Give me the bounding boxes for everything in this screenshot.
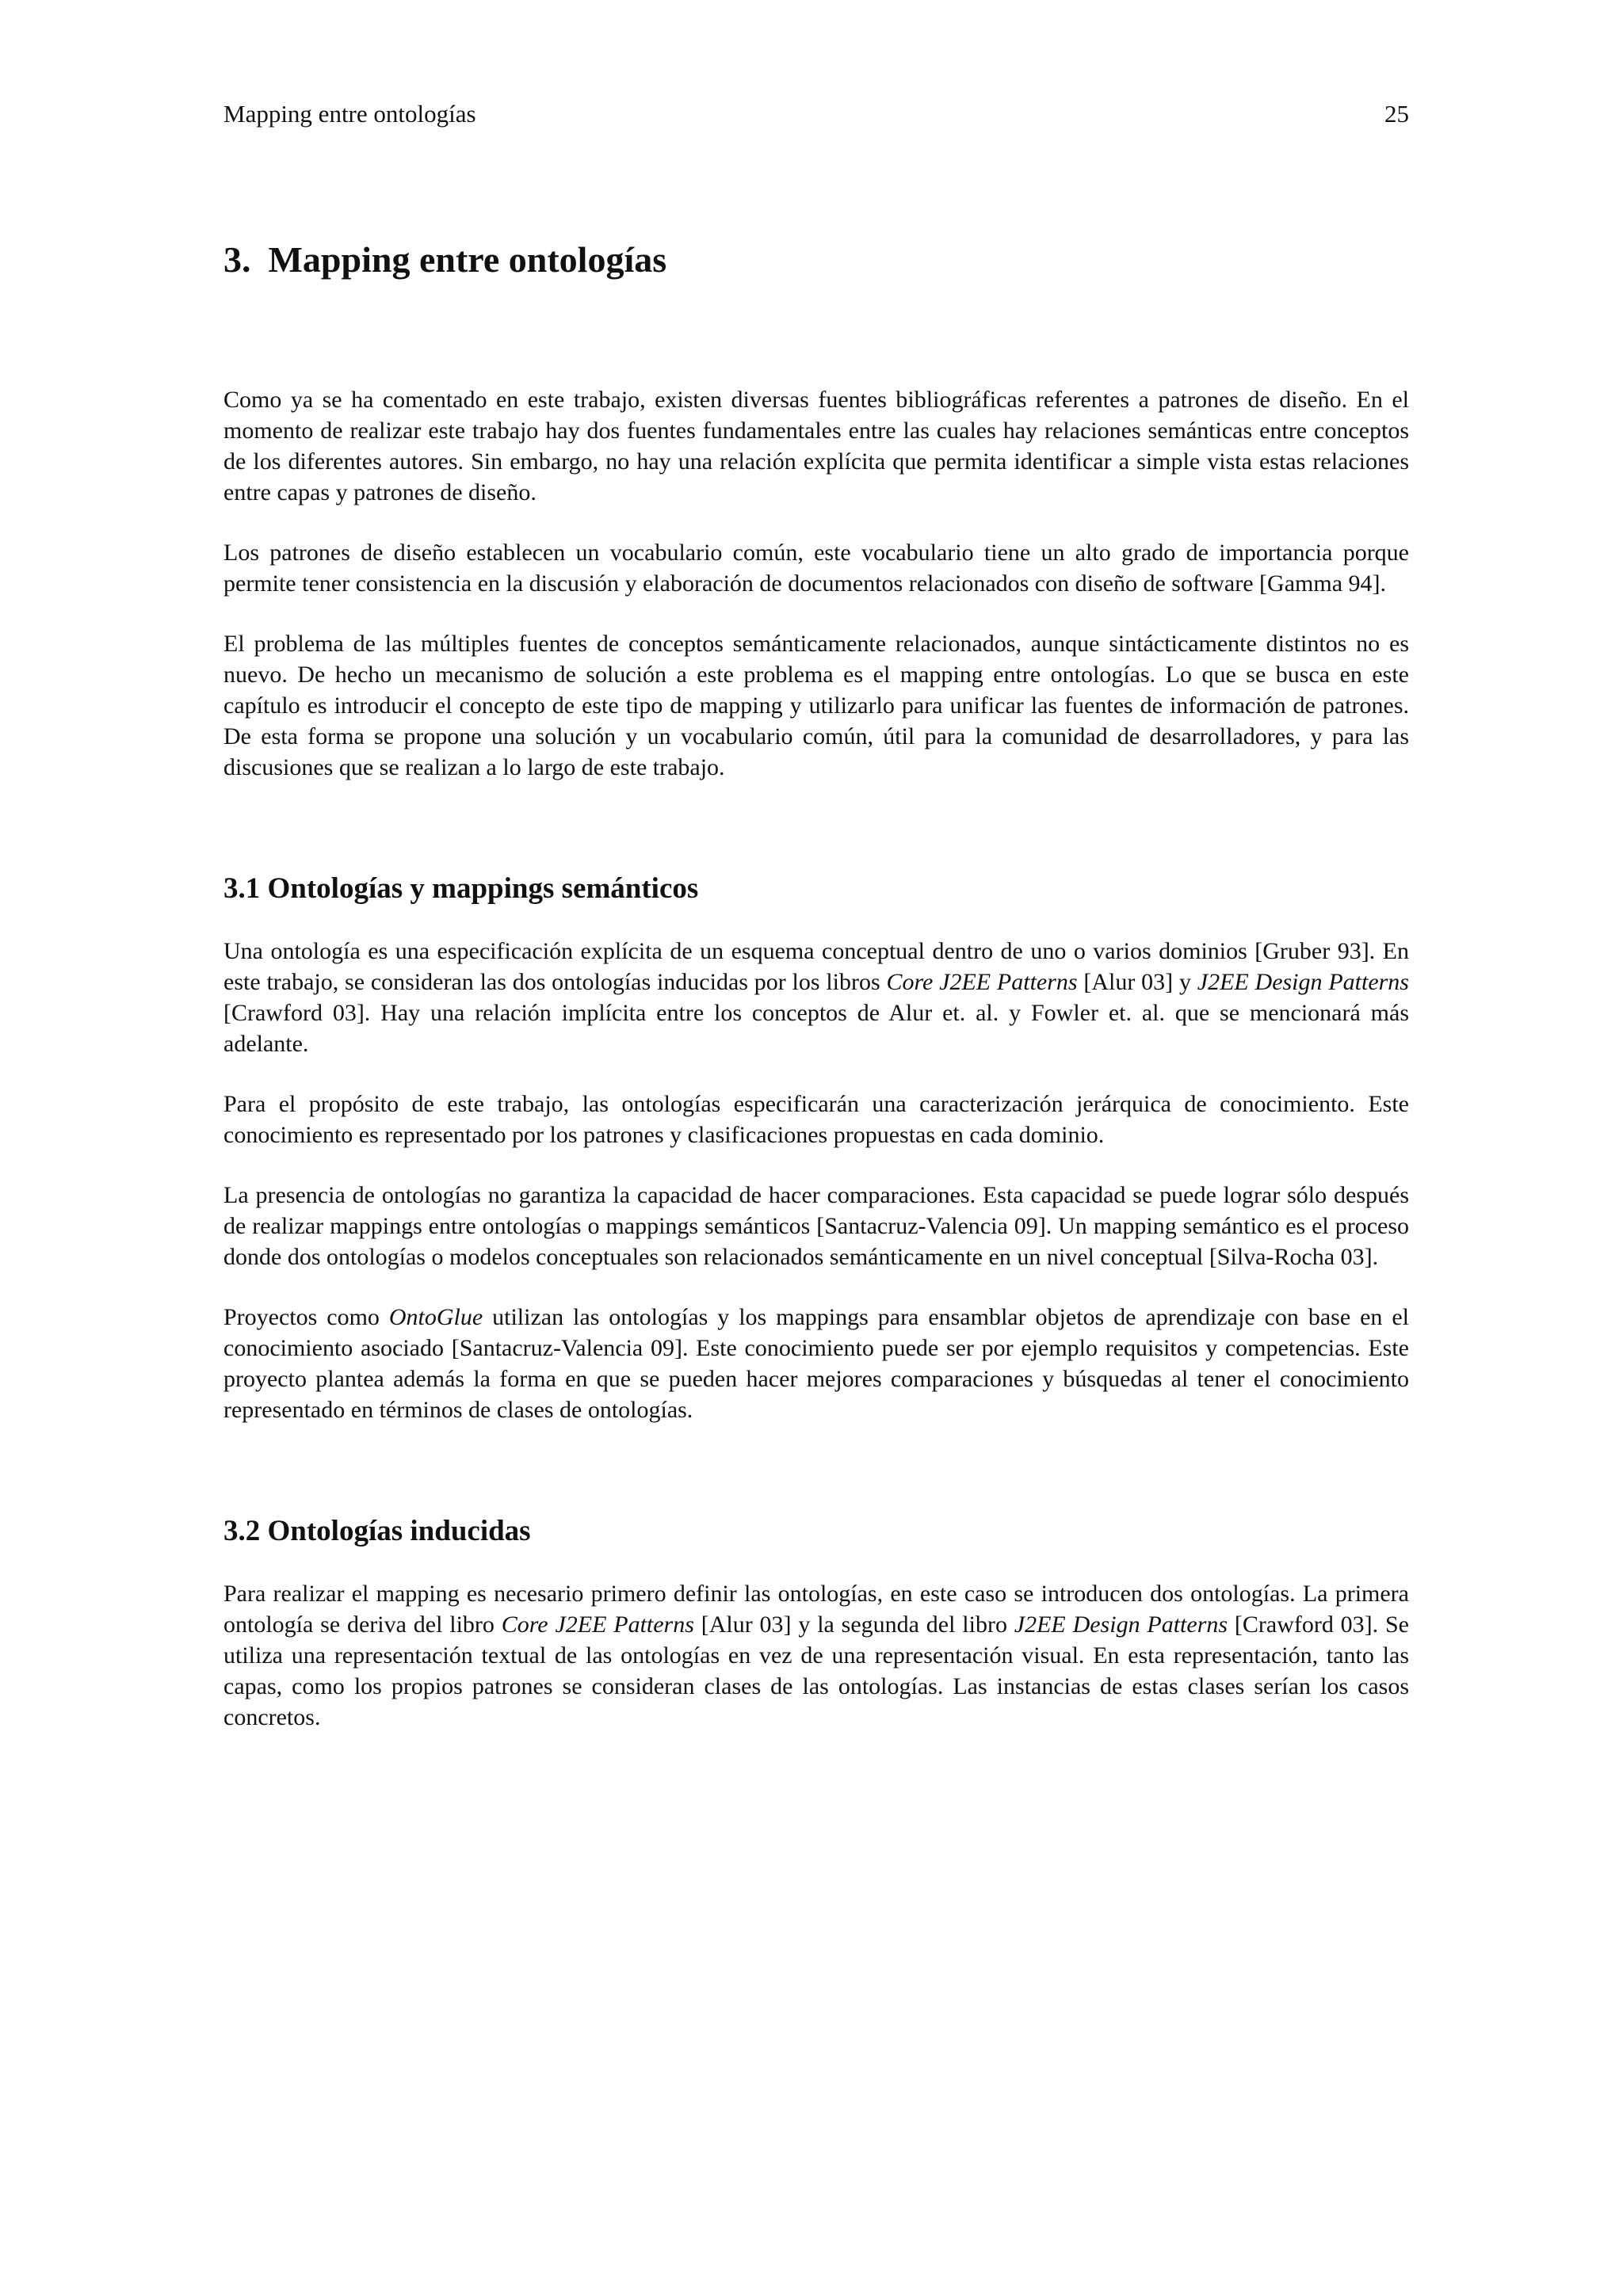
page-header [223, 97, 1409, 132]
section-title-3-2: 3.2 Ontologías inducidas [223, 1515, 531, 1547]
book-title: J2EE Design Patterns [1014, 1611, 1228, 1638]
text-span: [Crawford 03]. Hay una relación implícita entre los conceptos de Alur et. al. y Fowler et. al. que se mencionará más adelante. [223, 1000, 1409, 1057]
book-title: Core J2EE Patterns [501, 1611, 694, 1638]
text-span: utilizan las ontologías y los mappings para ensamblar objetos de aprendizaje con base en el conocimiento asociado [Santacruz-Valencia 09]. Este conocimiento puede ser por ejemplo requisitos y competencias. Este proyecto plantea además la forma en que se pueden hacer mejores comparaciones y búsquedas al tener el conocimiento representado en términos de clases de ontologías. [223, 1304, 1409, 1423]
text-span: Proyectos como [223, 1304, 389, 1330]
text-span: [Alur 03] y [1077, 969, 1197, 995]
text-span: [Alur 03] y la segunda del libro [693, 1611, 1014, 1638]
paragraph [223, 936, 1409, 1059]
text-span: [Crawford 03]. Se utiliza una representación textual de las ontologías en vez de una representación visual. En esta representación, tanto las capas, como los propios patrones se consideran clases de las ontologías. Las instancias de estas clases serían los casos concretos. [223, 1611, 1409, 1730]
paragraph [223, 1578, 1409, 1733]
paragraph: Como ya se ha comentado en este trabajo, existen diversas fuentes bibliográficas referentes a patrones de diseño. En el momento de realizar este trabajo hay dos fuentes fundamentales entre las cuales hay relaciones semánticas entre conceptos de los diferentes autores. Sin embargo, no hay una relación explícita que permita identificar a simple vista estas relaciones entre capas y patrones de diseño. [223, 387, 1409, 505]
paragraph: Los patrones de diseño establecen un vocabulario común, este vocabulario tiene un alto grado de importancia porque permite tener consistencia en la discusión y elaboración de documentos relacionados con diseño de software [Gamma 94]. [223, 540, 1409, 597]
project-name: OntoGlue [388, 1304, 483, 1330]
section-title-3-1: 3.1 Ontologías y mappings semánticos [223, 872, 699, 905]
book-title: J2EE Design Patterns [1197, 969, 1409, 995]
chapter-title [223, 236, 1409, 284]
running-title: Mapping entre ontologías [223, 100, 476, 128]
page-number: 25 [1384, 100, 1409, 128]
page-content [223, 236, 1409, 1733]
paragraph: Para el propósito de este trabajo, las ontologías especificarán una caracterización jerárquica de conocimiento. Este conocimiento es representado por los patrones y clasificaciones propuestas en cada dominio. [223, 1091, 1409, 1148]
text-span: Una ontología es una especificación explícita de un esquema conceptual dentro de uno o varios dominios [Gruber 93]. En este trabajo, se consideran las dos ontologías inducidas por los libros [223, 938, 1409, 995]
book-title: Core J2EE Patterns [886, 969, 1078, 995]
paragraph: La presencia de ontologías no garantiza la capacidad de hacer comparaciones. Esta capacidad se puede lograr sólo después de realizar mappings entre ontologías o mappings semánticos [Santacruz-Valencia 09]. Un mapping semántico es el proceso donde dos ontologías o modelos conceptuales son relacionados semánticamente en un nivel conceptual [Silva-Rocha 03]. [223, 1182, 1409, 1270]
paragraph [223, 1302, 1409, 1425]
chapter-number: 3. [223, 239, 251, 280]
text-span: Para realizar el mapping es necesario primero definir las ontologías, en este caso se introducen dos ontologías. La primera ontología se deriva del libro [223, 1581, 1409, 1638]
paragraph: El problema de las múltiples fuentes de conceptos semánticamente relacionados, aunque sintácticamente distintos no es nuevo. De hecho un mecanismo de solución a este problema es el mapping entre ontologías. Lo que se busca en este capítulo es introducir el concepto de este tipo de mapping y utilizarlo para unificar las fuentes de información de patrones. De esta forma se propone una solución y un vocabulario común, útil para la comunidad de desarrolladores, y para las discusiones que se realizan a lo largo de este trabajo. [223, 631, 1409, 780]
chapter-title-text: Mapping entre ontologías [268, 239, 667, 280]
